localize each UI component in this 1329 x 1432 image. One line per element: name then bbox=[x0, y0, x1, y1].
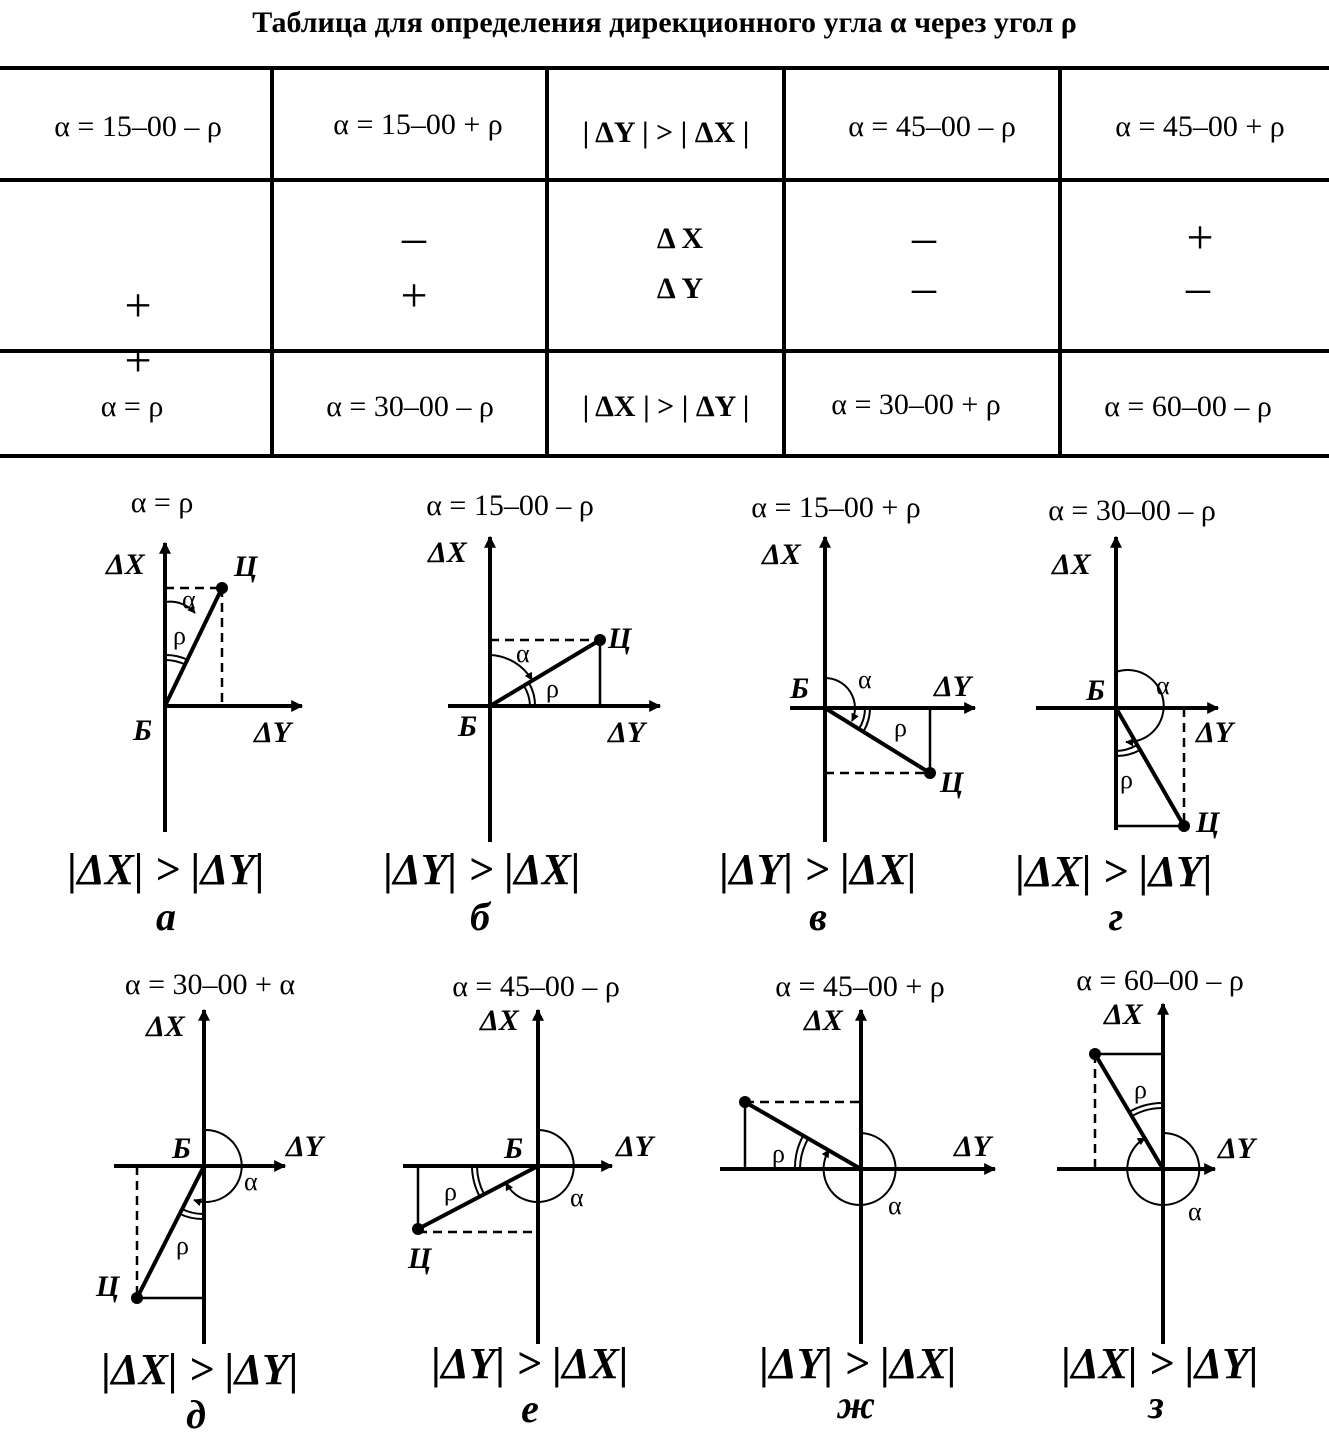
diagram-a-letter: а bbox=[156, 894, 176, 939]
cell-r3-c5: α = 60–00 – ρ bbox=[1104, 390, 1272, 423]
diagram-zh-dy-label: ΔY bbox=[954, 1130, 992, 1163]
sign-r2-c4-top: – bbox=[912, 211, 936, 264]
diagram-b-direction-line bbox=[490, 640, 600, 706]
diagram-g-rho-arc bbox=[1116, 745, 1137, 751]
diagram-b-rho-label: ρ bbox=[546, 674, 559, 703]
diagram-g-dy-label: ΔY bbox=[1196, 716, 1234, 749]
sign-r2-c1-bottom: + bbox=[124, 334, 152, 387]
diagram-zh-direction-line bbox=[745, 1102, 861, 1169]
diagram-v-dx-label: ΔX bbox=[762, 538, 801, 571]
sign-r2-c2-top: – bbox=[402, 211, 426, 264]
diagram-g-target-point bbox=[1178, 820, 1190, 832]
diagram-zh-condition: |ΔY| > |ΔX| bbox=[759, 1339, 957, 1388]
diagram-b bbox=[383, 489, 660, 939]
diagram-e-base-label: Б bbox=[504, 1132, 524, 1165]
diagrams-area bbox=[0, 470, 1329, 1432]
diagram-g bbox=[1015, 494, 1235, 939]
diagram-g-formula: α = 30–00 – ρ bbox=[1048, 494, 1216, 527]
cell-r3-c4: α = 30–00 + ρ bbox=[831, 388, 1001, 421]
diagram-g-target-label: Ц bbox=[1196, 806, 1220, 839]
diagram-e-condition: |ΔY| > |ΔX| bbox=[431, 1339, 629, 1388]
diagram-d-alpha-label: α bbox=[244, 1167, 258, 1196]
diagram-e-rho-label: ρ bbox=[444, 1177, 457, 1206]
direction-table bbox=[0, 66, 1329, 458]
diagram-b-target-point bbox=[594, 634, 606, 646]
cell-r1-c5: α = 45–00 + ρ bbox=[1115, 110, 1285, 143]
diagram-e bbox=[403, 970, 656, 1431]
diagram-a-dy-label: ΔY bbox=[254, 716, 292, 749]
diagram-a-formula: α = ρ bbox=[130, 486, 194, 519]
diagram-z-dx-label: ΔX bbox=[1104, 998, 1143, 1031]
diagram-z-formula: α = 60–00 – ρ bbox=[1076, 964, 1244, 997]
diagram-e-target-label: Ц bbox=[408, 1242, 432, 1275]
diagram-z bbox=[1057, 964, 1259, 1427]
diagram-zh-dx-label: ΔX bbox=[804, 1004, 843, 1037]
sign-r2-c4-bottom: – bbox=[912, 261, 936, 314]
diagram-v bbox=[719, 491, 975, 939]
diagram-a-alpha-label: α bbox=[182, 585, 196, 614]
diagram-b-condition: |ΔY| > |ΔX| bbox=[383, 845, 581, 894]
diagram-d bbox=[95, 968, 326, 1432]
diagram-v-rho-label: ρ bbox=[894, 713, 907, 742]
diagram-a-base-label: Б bbox=[133, 714, 153, 747]
diagram-g-condition: |ΔX| > |ΔY| bbox=[1015, 847, 1213, 896]
cell-r1-c1: α = 15–00 – ρ bbox=[54, 110, 222, 143]
sign-r2-c5-top: + bbox=[1186, 211, 1214, 264]
diagram-b-dy-label: ΔY bbox=[608, 716, 646, 749]
diagram-zh-target-point bbox=[739, 1096, 751, 1108]
diagram-a-target-label: Ц bbox=[234, 550, 258, 583]
diagram-e-formula: α = 45–00 – ρ bbox=[452, 970, 620, 1003]
diagram-d-dx-label: ΔX bbox=[146, 1010, 185, 1043]
diagram-z-condition: |ΔX| > |ΔY| bbox=[1061, 1339, 1259, 1388]
sign-r2-c1-top: + bbox=[124, 279, 152, 332]
diagram-e-dy-label: ΔY bbox=[616, 1130, 654, 1163]
diagram-d-target-point bbox=[131, 1292, 143, 1304]
sign-r2-c3-bottom: Δ Y bbox=[656, 272, 704, 305]
diagram-z-alpha-label: α bbox=[1188, 1197, 1202, 1226]
diagram-d-condition: |ΔX| > |ΔY| bbox=[101, 1345, 299, 1394]
diagram-v-target-label: Ц bbox=[940, 766, 964, 799]
diagram-e-rho-arc bbox=[477, 1166, 484, 1194]
diagram-zh bbox=[720, 970, 995, 1427]
diagram-v-rho-arc bbox=[859, 708, 865, 729]
diagram-v-alpha-arc bbox=[825, 678, 855, 721]
diagram-b-target-label: Ц bbox=[608, 622, 632, 655]
diagram-d-rho-label: ρ bbox=[176, 1231, 189, 1260]
diagram-d-direction-line bbox=[137, 1166, 204, 1298]
diagram-d-dy-label: ΔY bbox=[286, 1130, 324, 1163]
diagram-b-formula: α = 15–00 – ρ bbox=[426, 489, 594, 522]
diagram-a bbox=[67, 486, 302, 939]
diagram-a-target-point bbox=[216, 582, 228, 594]
diagram-v-dy-label: ΔY bbox=[934, 670, 972, 703]
diagram-v-letter: в bbox=[809, 894, 827, 939]
diagram-zh-rho-arc bbox=[800, 1139, 808, 1169]
diagram-zh-alpha-label: α bbox=[888, 1191, 902, 1220]
diagram-g-dx-label: ΔX bbox=[1052, 548, 1091, 581]
diagram-e-dx-label: ΔX bbox=[480, 1004, 519, 1037]
diagram-g-base-label: Б bbox=[1086, 674, 1106, 707]
diagram-v-base-label: Б bbox=[790, 672, 810, 705]
cell-r3-c2: α = 30–00 – ρ bbox=[326, 390, 494, 423]
diagram-v-formula: α = 15–00 + ρ bbox=[751, 491, 921, 524]
diagram-zh-rho-label: ρ bbox=[772, 1139, 785, 1168]
diagram-a-rho-arc bbox=[165, 660, 186, 665]
diagram-b-base-label: Б bbox=[458, 710, 478, 743]
diagram-a-dx-label: ΔX bbox=[106, 548, 145, 581]
cell-r3-c3: | ΔX | > | ΔY | bbox=[582, 390, 750, 423]
diagram-v-condition: |ΔY| > |ΔX| bbox=[719, 845, 917, 894]
diagram-b-dx-label: ΔX bbox=[428, 536, 467, 569]
sign-r2-c5-bottom: – bbox=[1186, 261, 1210, 314]
diagram-a-rho-label: ρ bbox=[173, 621, 186, 650]
sign-r2-c2-bottom: + bbox=[400, 269, 428, 322]
cell-r3-c1: α = ρ bbox=[100, 390, 164, 423]
diagram-d-target-label: Ц bbox=[96, 1270, 120, 1303]
diagram-e-letter: е bbox=[521, 1386, 539, 1431]
cell-r1-c3: | ΔY | > | ΔX | bbox=[582, 116, 750, 149]
diagram-e-target-point bbox=[412, 1223, 424, 1235]
diagram-z-dy-label: ΔY bbox=[1218, 1132, 1256, 1165]
diagram-b-alpha-label: α bbox=[516, 639, 530, 668]
diagram-a-condition: |ΔX| > |ΔY| bbox=[67, 845, 265, 894]
diagram-b-letter: б bbox=[470, 894, 490, 939]
diagram-z-rho-label: ρ bbox=[1134, 1075, 1147, 1104]
diagram-v-alpha-label: α bbox=[858, 665, 872, 694]
cell-r1-c4: α = 45–00 – ρ bbox=[848, 110, 1016, 143]
diagram-d-letter: д bbox=[186, 1392, 206, 1432]
sign-r2-c3-top: Δ X bbox=[656, 222, 704, 255]
diagram-b-rho-arc bbox=[524, 686, 530, 706]
diagram-v-target-point bbox=[924, 767, 936, 779]
diagram-g-rho-label: ρ bbox=[1120, 765, 1133, 794]
page-title: Таблица для определения дирекционного угла α через угол ρ bbox=[252, 6, 1077, 39]
diagram-d-rho-arc bbox=[182, 1209, 204, 1214]
diagram-g-alpha-label: α bbox=[1156, 671, 1170, 700]
diagram-v-direction-line bbox=[825, 708, 930, 773]
diagram-d-formula: α = 30–00 + α bbox=[124, 968, 296, 1001]
diagram-d-base-label: Б bbox=[172, 1132, 192, 1165]
diagram-zh-formula: α = 45–00 + ρ bbox=[775, 970, 945, 1003]
diagram-e-alpha-label: α bbox=[570, 1183, 584, 1212]
diagram-zh-letter: ж bbox=[836, 1382, 876, 1427]
diagram-g-letter: г bbox=[1108, 894, 1124, 939]
diagram-z-letter: з bbox=[1148, 1382, 1164, 1427]
diagram-z-target-point bbox=[1089, 1048, 1101, 1060]
cell-r1-c2: α = 15–00 + ρ bbox=[333, 108, 503, 141]
